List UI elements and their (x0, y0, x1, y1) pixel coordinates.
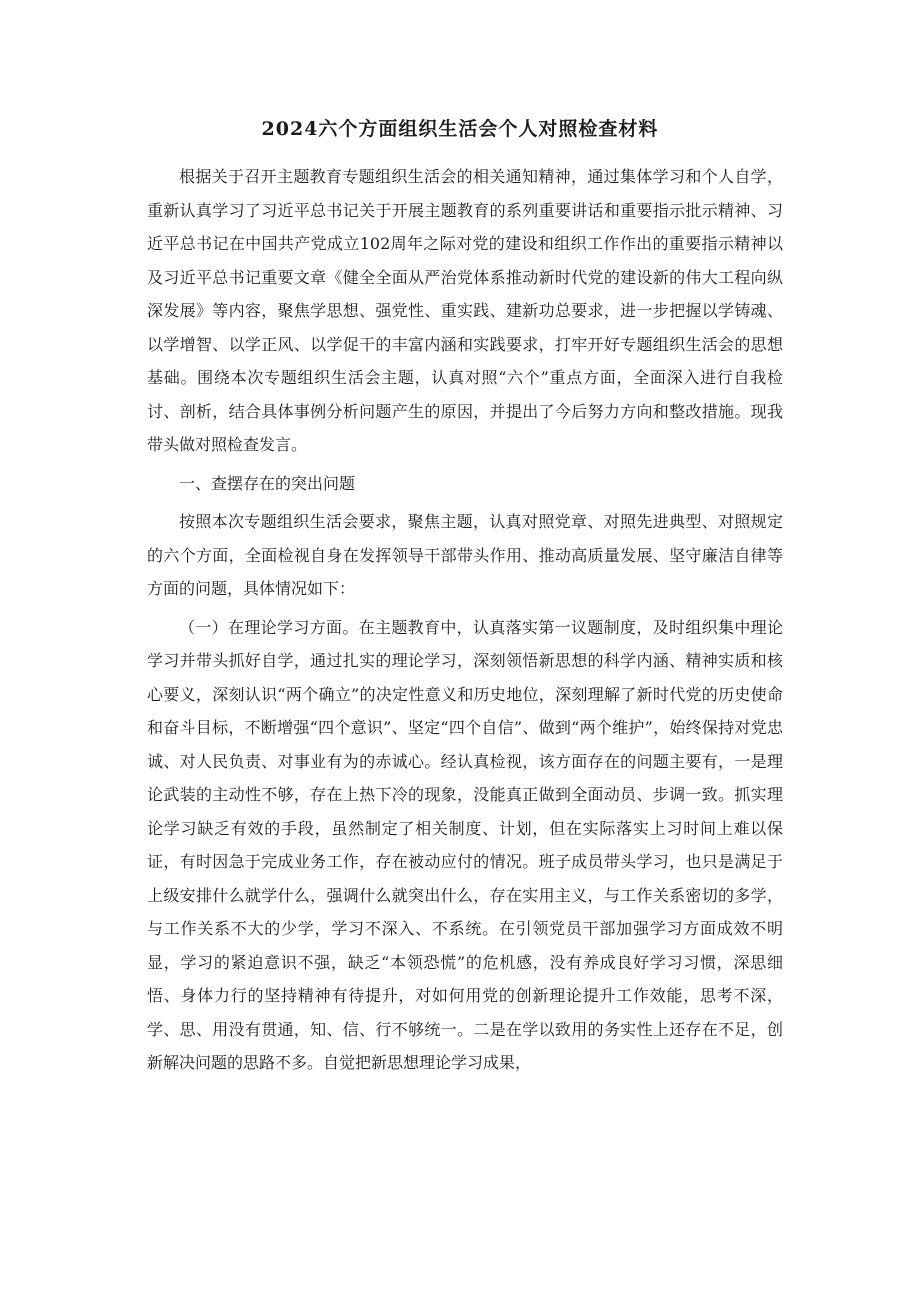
document-title: 2024六个方面组织生活会个人对照检查材料 (261, 118, 659, 140)
intro-paragraph: 根据关于召开主题教育专题组织生活会的相关通知精神，通过集体学习和个人自学，重新认真学习了习近平总书记关于开展主题教育的系列重要讲话和重要指示批示精神、习近平总书记在中国共产党成立102周年之际对党的建设和组织工作作出的重要指示精神以及习近平总书记重要文章《健全全面从严治党体系推动新时代党的建设新的伟大工程向纵深发展》等内容，聚焦学思想、强党性、重实践、建新功总要求，进一步把握以学铸魂、以学增智、以学正风、以学促干的丰富内涵和实践要求，打牢开好专题组织生活会的思想基础。围绕本次专题组织生活会主题，认真对照“六个”重点方面，全面深入进行自我检讨、剖析，结合具体事例分析问题产生的原因，并提出了今后努力方向和整改措施。现我带头做对照检查发言。 (147, 167, 783, 454)
section-one-intro-paragraph: 按照本次专题组织生活会要求，聚焦主题，认真对照党章、对照先进典型、对照规定的六个方面，全面检视自身在发挥领导干部带头作用、推动高质量发展、坚守廉洁自律等方面的问题，具体情况如下： (147, 512, 783, 598)
section-one-heading: 一、查摆存在的突出问题 (179, 473, 356, 493)
document-body (147, 160, 783, 1080)
subsection-one-paragraph: （一）在理论学习方面。在主题教育中，认真落实第一议题制度，及时组织集中理论学习并带头抓好自学，通过扎实的理论学习，深刻领悟新思想的科学内涵、精神实质和核心要义，深刻认识“两个确立”的决定性意义和历史地位，深刻理解了新时代党的历史使命和奋斗目标，不断增强“四个意识”、坚定“四个自信”、做到“两个维护”，始终保持对党忠诚、对人民负责、对事业有为的赤诚心。经认真检视，该方面存在的问题主要有，一是理论武装的主动性不够，存在上热下冷的现象，没能真正做到全面动员、步调一致。抓实理论学习缺乏有效的手段，虽然制定了相关制度、计划，但在实际落实上习时间上难以保证，有时因急于完成业务工作，存在被动应付的情况。班子成员带头学习，也只是满足于上级安排什么就学什么，强调什么就突出什么，存在实用主义，与工作关系密切的多学，与工作关系不大的少学，学习不深入、不系统。在引领党员干部加强学习方面成效不明显，学习的紧迫意识不强，缺乏“本领恐慌”的危机感，没有养成良好学习习惯，深思细悟、身体力行的坚持精神有待提升，对如何用党的创新理论提升工作效能，思考不深，学、思、用没有贯通，知、信、行不够统一。二是在学以致用的务实性上还存在不足，创新解决问题的思路不多。自觉把新思想理论学习成果， (147, 617, 783, 1072)
